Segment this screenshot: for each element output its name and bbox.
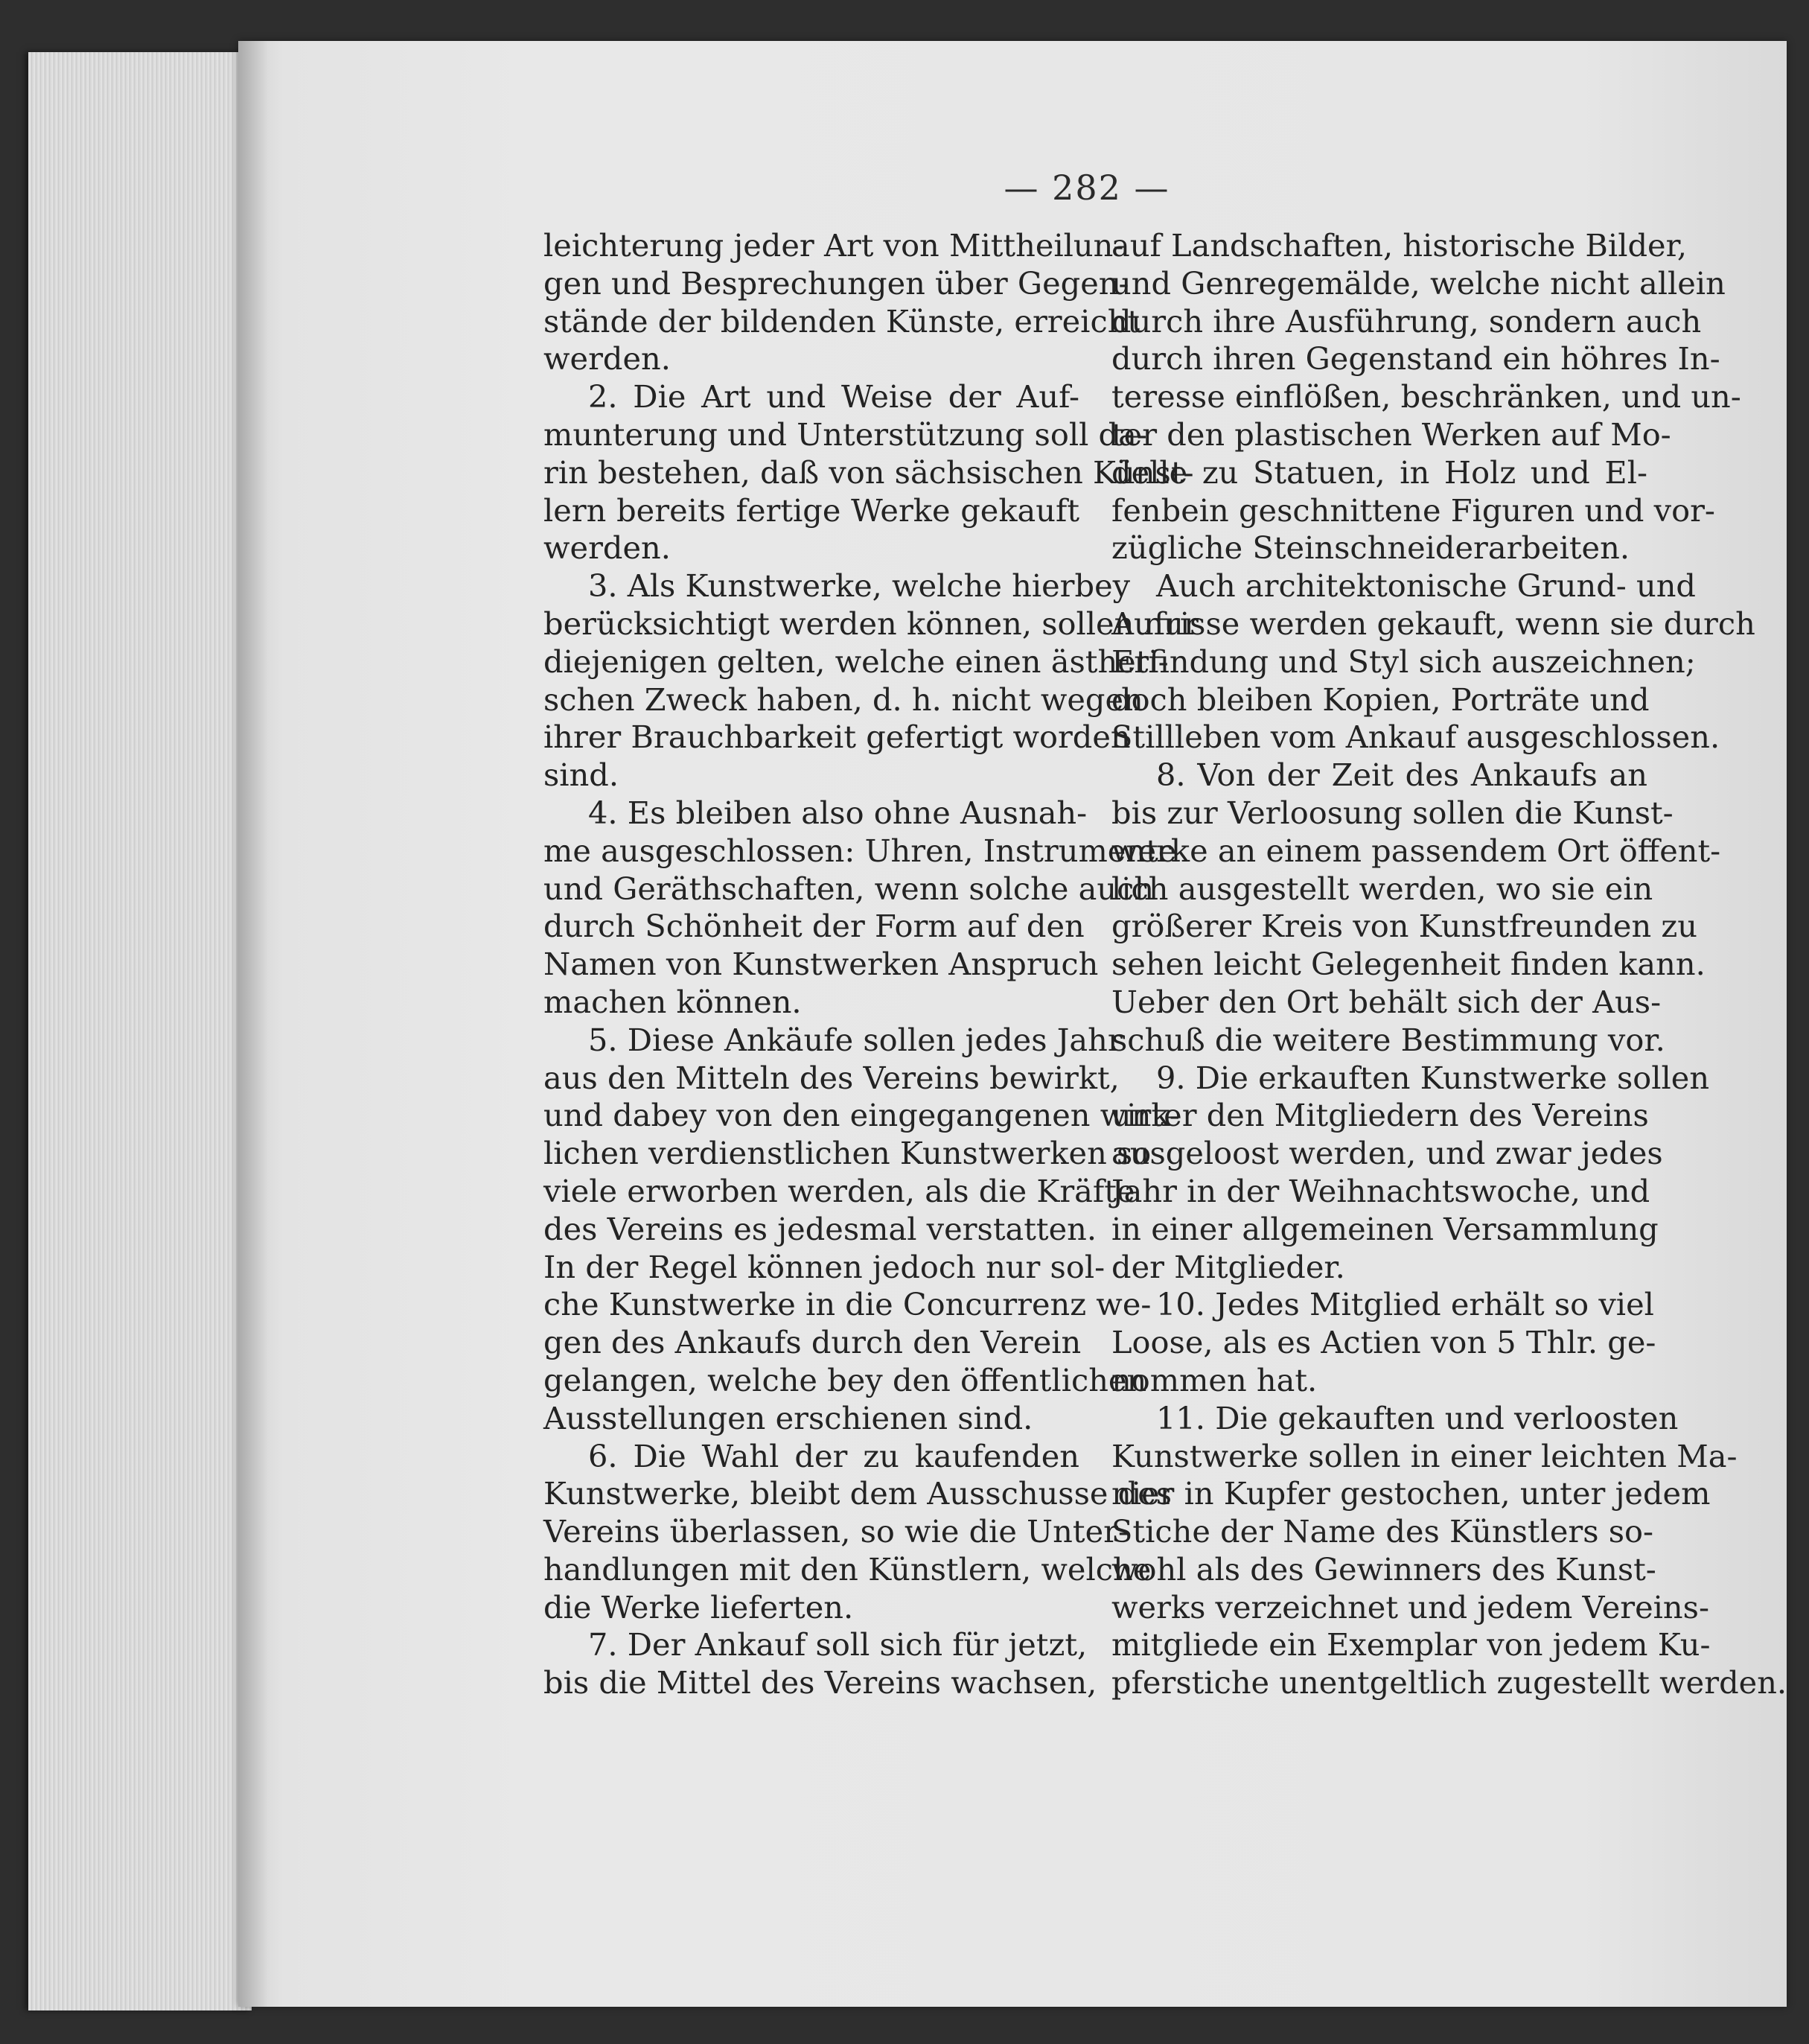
text-line: Stillleben vom Ankauf ausgeschlossen. <box>1111 719 1720 756</box>
text-line: durch ihre Ausführung, sondern auch <box>1111 302 1702 340</box>
text-line: gelangen, welche bey den öffentlichen <box>543 1361 1147 1398</box>
text-line: sehen leicht Gelegenheit finden kann. <box>1111 946 1706 983</box>
text-line: stände der bildenden Künste, erreicht <box>543 302 1140 340</box>
text-line: delle zu Statuen, in Holz und El- <box>1111 453 1647 491</box>
text-line: in einer allgemeinen Versammlung <box>1111 1210 1659 1247</box>
text-line: durch ihren Gegenstand ein höhres In- <box>1111 340 1720 378</box>
text-line: schuß die weitere Bestimmung vor. <box>1111 1021 1665 1058</box>
text-line: che Kunstwerke in die Concurrenz we- <box>543 1286 1152 1323</box>
text-line: Kunstwerke, bleibt dem Ausschusse des <box>543 1475 1172 1512</box>
text-line: Jahr in der Weihnachtswoche, und <box>1111 1172 1650 1209</box>
text-line: des Vereins es jedesmal verstatten. <box>543 1210 1097 1247</box>
text-line: rin bestehen, daß von sächsischen Künst- <box>543 453 1194 491</box>
text-line: lichen verdienstlichen Kunstwerken so <box>543 1135 1152 1172</box>
text-line: 3. Als Kunstwerke, welche hierbey <box>588 567 1131 605</box>
text-line: Erfindung und Styl sich auszeichnen; <box>1111 643 1696 680</box>
text-line: gen des Ankaufs durch den Verein <box>543 1324 1082 1361</box>
text-line: ausgeloost werden, und zwar jedes <box>1111 1135 1663 1172</box>
text-line: 8. Von der Zeit des Ankaufs an <box>1156 757 1647 794</box>
text-line: doch bleiben Kopien, Porträte und <box>1111 681 1650 718</box>
text-line: durch Schönheit der Form auf den <box>543 908 1085 945</box>
text-line: der Mitglieder. <box>1111 1248 1345 1285</box>
text-line: 5. Diese Ankäufe sollen jedes Jahr <box>588 1021 1123 1058</box>
text-line: machen können. <box>543 983 802 1020</box>
left-column <box>543 227 1199 1702</box>
text-line: sind. <box>543 757 619 794</box>
text-line: Namen von Kunstwerken Anspruch <box>543 946 1099 983</box>
text-line: Kunstwerke sollen in einer leichten Ma- <box>1111 1437 1738 1474</box>
text-line: wohl als des Gewinners des Kunst- <box>1111 1550 1656 1588</box>
text-line: In der Regel können jedoch nur sol- <box>543 1248 1106 1285</box>
page-number: — 282 — <box>1004 168 1170 208</box>
text-line: zügliche Steinschneiderarbeiten. <box>1111 529 1630 567</box>
text-line: werks verzeichnet und jedem Vereins- <box>1111 1588 1709 1626</box>
text-line: 9. Die erkauften Kunstwerke sollen <box>1156 1059 1710 1096</box>
text-line: nommen hat. <box>1111 1361 1318 1398</box>
text-line: 7. Der Ankauf soll sich für jetzt, <box>588 1626 1088 1663</box>
text-line: bis zur Verloosung sollen die Kunst- <box>1111 794 1674 831</box>
text-line: diejenigen gelten, welche einen ästheti- <box>543 643 1169 680</box>
text-line: und Geräthschaften, wenn solche auch <box>543 870 1155 907</box>
text-line: Ueber den Ort behält sich der Aus- <box>1111 983 1662 1020</box>
text-line: auf Landschaften, historische Bilder, <box>1111 227 1688 264</box>
text-line: gen und Besprechungen über Gegen- <box>543 264 1129 302</box>
text-line: teresse einflößen, beschränken, und un- <box>1111 378 1741 416</box>
text-line: und dabey von den eingegangenen wirk- <box>543 1097 1180 1134</box>
text-line: berücksichtigt werden können, sollen nur <box>543 605 1199 642</box>
text-line: schen Zweck haben, d. h. nicht wegen <box>543 681 1143 718</box>
text-line: ihrer Brauchbarkeit gefertigt worden <box>543 719 1131 756</box>
text-line: aus den Mitteln des Vereins bewirkt, <box>543 1059 1120 1096</box>
text-line: und Genregemälde, welche nicht allein <box>1111 264 1726 302</box>
text-line: die Werke lieferten. <box>543 1588 854 1626</box>
text-line: Vereins überlassen, so wie die Unter- <box>543 1513 1129 1550</box>
text-line: munterung und Unterstützung soll da- <box>543 416 1147 453</box>
text-line: 6. Die Wahl der zu kaufenden <box>588 1437 1079 1474</box>
text-line: Aufrisse werden gekauft, wenn sie durch <box>1111 605 1755 642</box>
text-line: werden. <box>543 340 671 378</box>
gutter-shadow <box>238 41 268 2007</box>
right-column <box>1111 227 1787 1702</box>
text-line: fenbein geschnittene Figuren und vor- <box>1111 491 1715 529</box>
text-line: me ausgeschlossen: Uhren, Instrumente <box>543 832 1177 869</box>
text-line: 2. Die Art und Weise der Auf- <box>588 378 1079 416</box>
text-line: bis die Mittel des Vereins wachsen, <box>543 1664 1097 1701</box>
text-line: leichterung jeder Art von Mittheilun- <box>543 227 1124 264</box>
text-line: werke an einem passendem Ort öffent- <box>1111 832 1721 869</box>
page-edges <box>28 52 252 2010</box>
text-line: 10. Jedes Mitglied erhält so viel <box>1156 1286 1654 1323</box>
text-line: viele erworben werden, als die Kräfte <box>543 1172 1135 1209</box>
text-line: Auch architektonische Grund- und <box>1156 567 1696 605</box>
text-line: unter den Mitgliedern des Vereins <box>1111 1097 1649 1134</box>
text-line: größerer Kreis von Kunstfreunden zu <box>1111 908 1697 945</box>
text-line: handlungen mit den Künstlern, welche <box>543 1550 1152 1588</box>
text-line: Loose, als es Actien von 5 Thlr. ge- <box>1111 1324 1656 1361</box>
text-line: 4. Es bleiben also ohne Ausnah- <box>588 794 1088 831</box>
text-line: mitgliede ein Exemplar von jedem Ku- <box>1111 1626 1711 1663</box>
text-line: 11. Die gekauften und verloosten <box>1156 1399 1679 1436</box>
text-line: lich ausgestellt werden, wo sie ein <box>1111 870 1653 907</box>
text-line: ter den plastischen Werken auf Mo- <box>1111 416 1671 453</box>
text-line: werden. <box>543 529 671 567</box>
text-line: Ausstellungen erschienen sind. <box>543 1399 1033 1436</box>
text-line: pferstiche unentgeltlich zugestellt werden. <box>1111 1664 1787 1701</box>
text-line: nier in Kupfer gestochen, unter jedem <box>1111 1475 1711 1512</box>
text-line: Stiche der Name des Künstlers so- <box>1111 1513 1654 1550</box>
text-line: lern bereits fertige Werke gekauft <box>543 491 1079 529</box>
